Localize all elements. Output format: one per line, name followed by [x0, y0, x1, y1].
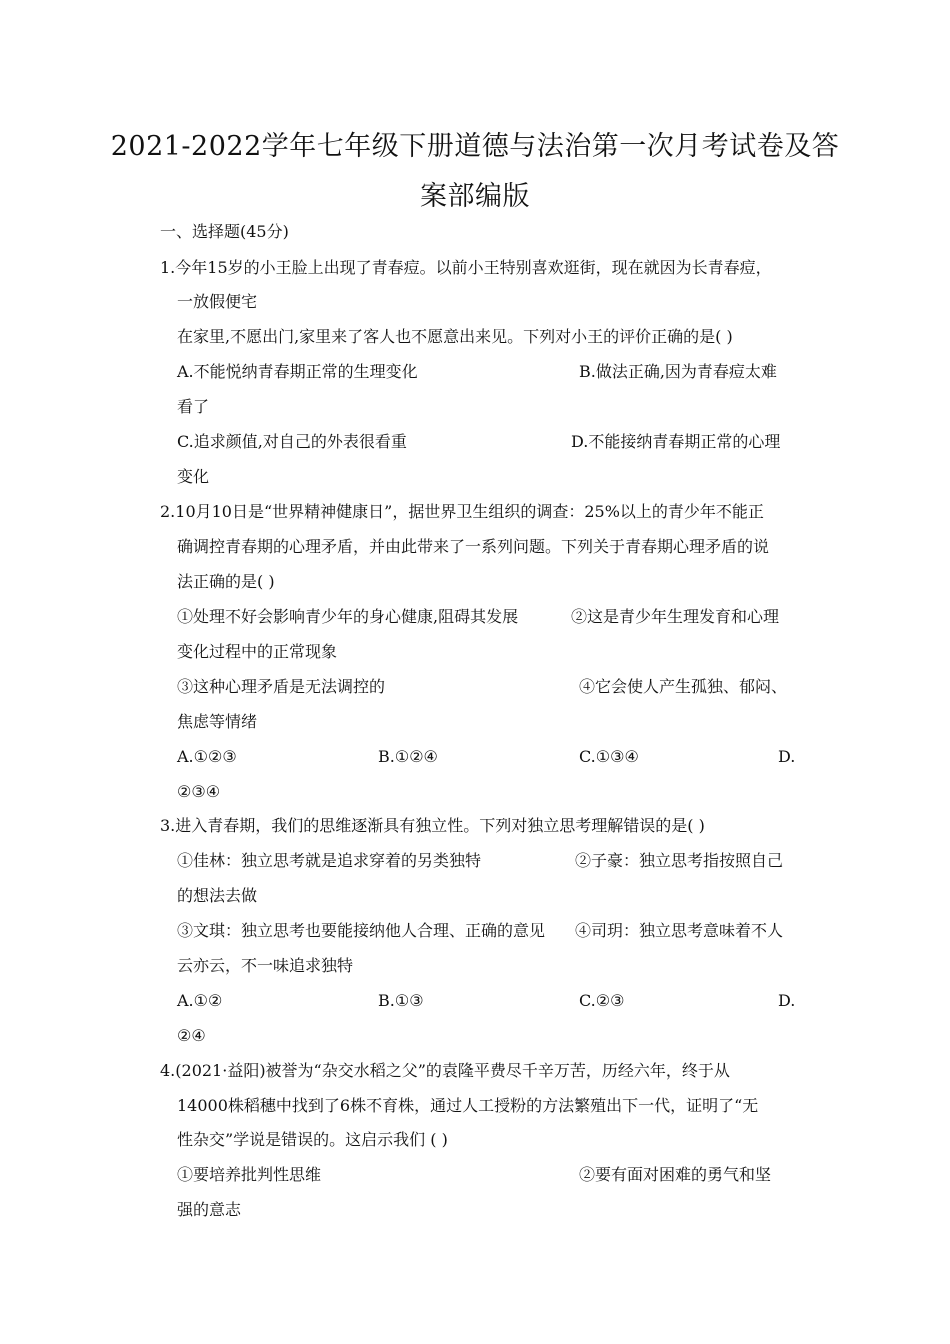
q1-stem-line-1: 1.今年15岁的小王脸上出现了青春痘。以前小王特别喜欢逛街，现在就因为长青春痘，: [160, 258, 772, 277]
q1-option-d-continued: 变化: [177, 467, 210, 486]
q2-option-a: A.①②③: [177, 747, 237, 766]
q4-stem-line-1: 4.(2021·益阳)被誉为“杂交水稻之父”的袁隆平费尽千辛万苦，历经六年，终于从: [160, 1061, 730, 1080]
q4-stem-line-2: 14000株稻穗中找到了6株不育株，通过人工授粉的方法繁殖出下一代，证明了“无: [177, 1096, 759, 1115]
q3-statement-2: ②子豪：独立思考指按照自己: [575, 851, 784, 870]
q3-option-d: D.: [778, 991, 796, 1010]
q3-option-d-continued: ②④: [177, 1026, 206, 1045]
q2-statement-2: ②这是青少年生理发育和心理: [571, 607, 780, 626]
document-title-line-1: 2021-2022学年七年级下册道德与法治第一次月考试卷及答: [110, 131, 840, 162]
document-title-line-2: 案部编版: [420, 181, 530, 212]
q2-statement-4: ④它会使人产生孤独、郁闷、: [579, 677, 788, 696]
q2-stem-line-1: 2.10月10日是“世界精神健康日”，据世界卫生组织的调查：25%以上的青少年不能正: [160, 502, 764, 521]
section-heading: 一、选择题(45分): [160, 222, 289, 241]
q2-option-d-continued: ②③④: [177, 782, 221, 801]
q1-option-b-continued: 看了: [177, 397, 210, 416]
q3-statement-4-continued: 云亦云，不一味追求独特: [177, 956, 354, 975]
q1-option-b: B.做法正确,因为青春痘太难: [579, 362, 777, 381]
q2-option-c: C.①③④: [579, 747, 639, 766]
q4-statement-2-continued: 强的意志: [177, 1200, 242, 1219]
q4-stem-line-3: 性杂交”学说是错误的。这启示我们 ( ): [177, 1130, 448, 1149]
q3-option-c: C.②③: [579, 991, 625, 1010]
q2-option-d: D.: [778, 747, 796, 766]
q3-statement-4: ④司玥：独立思考意味着不人: [575, 921, 784, 940]
q1-option-a: A.不能悦纳青春期正常的生理变化: [177, 362, 418, 381]
q3-stem-line-1: 3.进入青春期，我们的思维逐渐具有独立性。下列对独立思考理解错误的是( ): [160, 816, 705, 835]
q2-option-b: B.①②④: [378, 747, 438, 766]
q4-statement-2: ②要有面对困难的勇气和坚: [579, 1165, 772, 1184]
q2-stem-line-3: 法正确的是( ): [177, 572, 275, 591]
q3-option-b: B.①③: [378, 991, 424, 1010]
q1-stem-line-3: 在家里,不愿出门,家里来了客人也不愿意出来见。下列对小王的评价正确的是( ): [177, 327, 733, 346]
q4-statement-1: ①要培养批判性思维: [177, 1165, 322, 1184]
q2-statement-3: ③这种心理矛盾是无法调控的: [177, 677, 386, 696]
q3-statement-2-continued: 的想法去做: [177, 886, 258, 905]
q3-statement-3: ③文琪：独立思考也要能接纳他人合理、正确的意见: [177, 921, 546, 940]
q3-option-a: A.①②: [177, 991, 223, 1010]
q2-statement-4-continued: 焦虑等情绪: [177, 712, 258, 731]
q3-statement-1: ①佳林：独立思考就是追求穿着的另类独特: [177, 851, 482, 870]
q1-option-c: C.追求颜值,对自己的外表很看重: [177, 432, 407, 451]
q2-statement-2-continued: 变化过程中的正常现象: [177, 642, 338, 661]
q2-stem-line-2: 确调控青春期的心理矛盾，并由此带来了一系列问题。下列关于青春期心理矛盾的说: [177, 537, 770, 556]
q1-option-d: D.不能接纳青春期正常的心理: [571, 432, 781, 451]
q2-statement-1: ①处理不好会影响青少年的身心健康,阻碍其发展: [177, 607, 519, 626]
q1-stem-line-2: 一放假便宅: [177, 292, 258, 311]
